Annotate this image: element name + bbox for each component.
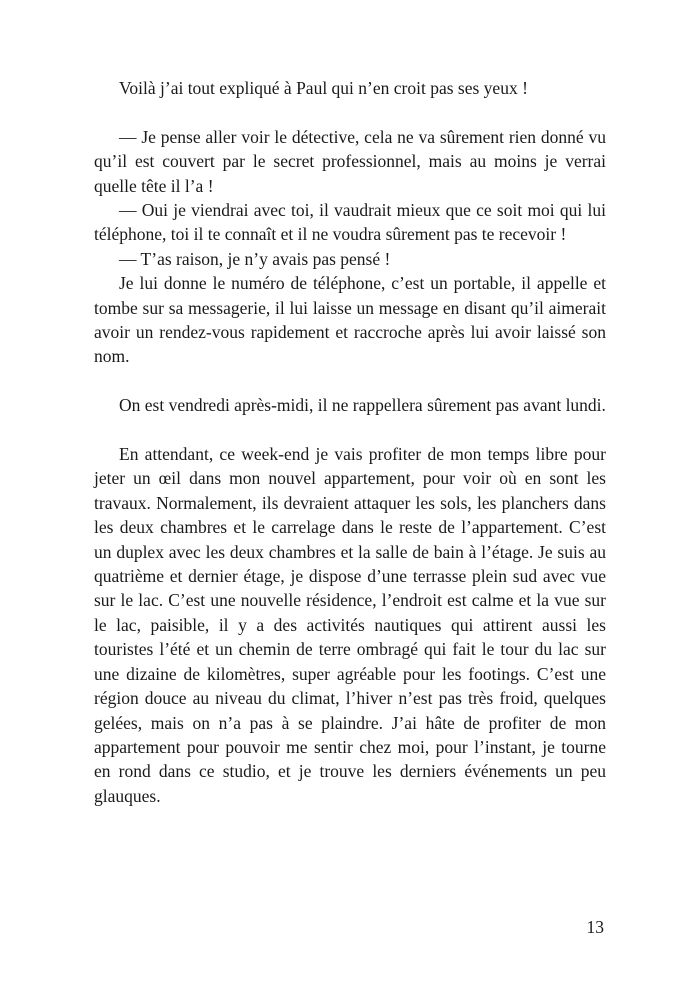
dialogue-line-phone: — Oui je viendrai avec toi, il vaudrait mieux que ce soit moi qui lui téléphone, toi il te connaît et il ne voudra sûrement pas te recevoir !: [94, 200, 606, 245]
paragraph-friday: On est vendredi après-midi, il ne rappellera sûrement pas avant lundi.: [119, 395, 606, 416]
paragraph-spacer: [94, 369, 606, 393]
paragraph-apartment: En attendant, ce week-end je vais profiter de mon temps libre pour jeter un œil dans mon nouvel appartement, pour voir où en sont les travaux. Normalement, ils devraient attaquer les sols, les planchers dans les deux chambres et le carrelage dans le reste de l’appartement. C’est un duplex avec les deux chambres et la salle de bain à l’étage. Je suis au quatrième et dernier étage, je dispose d’une terrasse plein sud avec vue sur le lac. C’est une nouvelle résidence, l’endroit est calme et la vue sur le lac, paisible, il y a des activités nautiques qui attirent aussi les touristes l’été et un chemin de terre ombragé qui fait le tour du lac sur une dizaine de kilomètres, super agréable pour les footings. C’est une région douce au niveau du climat, l’hiver n’est pas très froid, quelques gelées, mais on n’a pas à se plaindre. J’ai hâte de profiter de mon appartement pour pouvoir me sentir chez moi, pour l’instant, je tourne en rond dans ce studio, et je trouve les derniers événements un peu glauques.: [94, 444, 606, 806]
dialogue-line-detective: — Je pense aller voir le détective, cela ne va sûrement rien donné vu qu’il est couvert par le secret professionnel, mais au moins je verrai quelle tête il l’a !: [94, 126, 606, 196]
paragraph-intro: Voilà j’ai tout expliqué à Paul qui n’en croit pas ses yeux !: [119, 78, 528, 98]
dialogue-line-reason: — T’as raison, je n’y avais pas pensé !: [119, 248, 391, 269]
paragraph-phone-call: Je lui donne le numéro de téléphone, c’est un portable, il appelle et tombe sur sa messagerie, il lui laisse un message en disant qu’il aimerait avoir un rendez-vous rapidement et raccroche après lui avoir laissé son nom.: [94, 273, 606, 367]
page-number: 13: [586, 917, 604, 937]
paragraph-spacer: [94, 100, 606, 124]
paragraph-spacer: [94, 418, 606, 442]
page-body: [94, 76, 606, 808]
